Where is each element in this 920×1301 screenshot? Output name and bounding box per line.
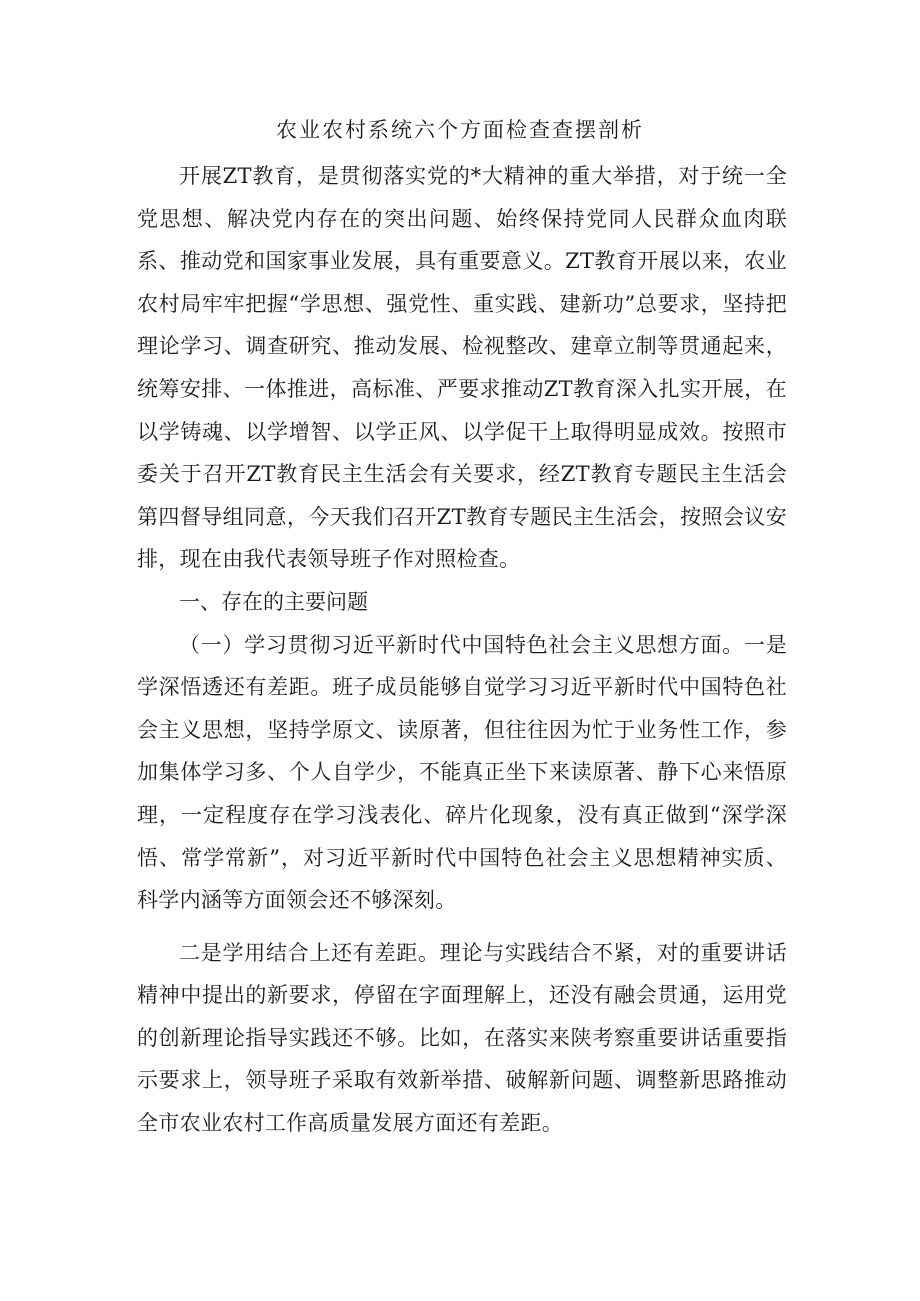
document-body bbox=[137, 155, 787, 1145]
section-heading-main-problems: 一、存在的主要问题 bbox=[179, 589, 368, 614]
problem-paragraph-1: （一）学习贯彻习近平新时代中国特色社会主义思想方面。一是学深悟透还有差距。班子成员能够自觉学习习近平新时代中国特色社会主义思想，坚持学原文、读原著，但往往因为忙于业务性工作，参加集体学习多、个人自学少，不能真正坐下来读原著、静下心来悟原理，一定程度存在学习浅表化、碎片化现象，没有真正做到“深学深悟、常学常新”，对习近平新时代中国特色社会主义思想精神实质、科学内涵等方面领会还不够深刻。 bbox=[137, 632, 787, 913]
problem-paragraph-2: 二是学用结合上还有差距。理论与实践结合不紧，对的重要讲话精神中提出的新要求，停留在字面理解上，还没有融会贯通，运用党的创新理论指导实践还不够。比如，在落实来陕考察重要讲话重要指示要求上，领导班子采取有效新举措、破解新问题、调整新思路推动全市农业农村工作高质量发展方面还有差距。 bbox=[137, 940, 787, 1136]
document-title: 农业农村系统六个方面检查查摆剖析 bbox=[276, 118, 644, 142]
intro-paragraph: 开展ZT教育，是贯彻落实党的*大精神的重大举措，对于统一全党思想、解决党内存在的突出问题、始终保持党同人民群众血肉联系、推动党和国家事业发展，具有重要意义。ZT教育开展以来，农业农村局牢牢把握“学思想、强党性、重实践、建新功”总要求，坚持把理论学习、调查研究、推动发展、检视整改、建章立制等贯通起来，统筹安排、一体推进，高标准、严要求推动ZT教育深入扎实开展，在以学铸魂、以学增智、以学正风、以学促干上取得明显成效。按照市委关于召开ZT教育民主生活会有关要求，经ZT教育专题民主生活会第四督导组同意，今天我们召开ZT教育专题民主生活会，按照会议安排，现在由我代表领导班子作对照检查。 bbox=[137, 164, 787, 572]
